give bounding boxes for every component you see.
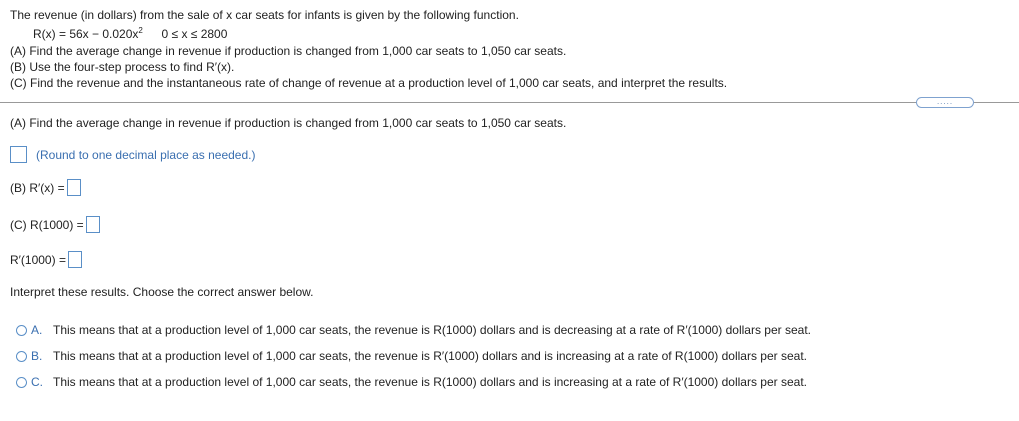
problem-part-b: (B) Use the four-step process to find R′(x). [10, 60, 235, 74]
option-b-text: This means that at a production level of 1,000 car seats, the revenue is R′(1000) dollars and is increasing at a rate of R(1000) dollars per seat. [53, 349, 807, 363]
rprime-1000-input[interactable] [68, 251, 82, 268]
r-1000-input[interactable] [86, 216, 100, 233]
option-b-radio[interactable] [16, 351, 27, 362]
part-b-label: (B) R′(x) = [10, 180, 65, 195]
option-a-radio[interactable] [16, 325, 27, 336]
problem-intro: The revenue (in dollars) from the sale of x car seats for infants is given by the following function. [10, 8, 519, 22]
part-c-row [10, 216, 100, 233]
rprime-1000-label: R′(1000) = [10, 252, 66, 267]
option-c-radio[interactable] [16, 377, 27, 388]
option-c-text: This means that at a production level of 1,000 car seats, the revenue is R(1000) dollars and is increasing at a rate of R′(1000) dollars per seat. [53, 375, 807, 389]
option-c-letter: C. [31, 375, 43, 389]
answer-part-a-label: (A) Find the average change in revenue if production is changed from 1,000 car seats to 1,050 car seats. [10, 116, 567, 130]
part-a-answer-input[interactable] [10, 146, 27, 163]
problem-part-c: (C) Find the revenue and the instantaneous rate of change of revenue at a production level of 1,000 car seats, and interpret the results. [10, 76, 728, 90]
function-domain: 0 ≤ x ≤ 2800 [161, 27, 228, 41]
revenue-function [33, 27, 227, 41]
option-a-text: This means that at a production level of 1,000 car seats, the revenue is R(1000) dollars and is decreasing at a rate of R′(1000) dollars per seat. [53, 323, 811, 337]
part-b-row [10, 179, 81, 196]
option-b-letter: B. [31, 349, 43, 363]
function-main: R(x) = 56x − 0.020x [33, 27, 139, 41]
expand-more-button[interactable]: ..... [916, 97, 974, 108]
rprime-x-input[interactable] [67, 179, 81, 196]
problem-part-a: (A) Find the average change in revenue if production is changed from 1,000 car seats to 1,050 car seats. [10, 44, 567, 58]
function-exponent: 2 [138, 26, 143, 35]
interpret-prompt: Interpret these results. Choose the correct answer below. [10, 285, 314, 299]
section-divider [0, 102, 1019, 103]
rprime-1000-row [10, 251, 82, 268]
part-c-label: (C) R(1000) = [10, 217, 84, 232]
round-hint: (Round to one decimal place as needed.) [36, 148, 256, 162]
option-a-letter: A. [31, 323, 43, 337]
